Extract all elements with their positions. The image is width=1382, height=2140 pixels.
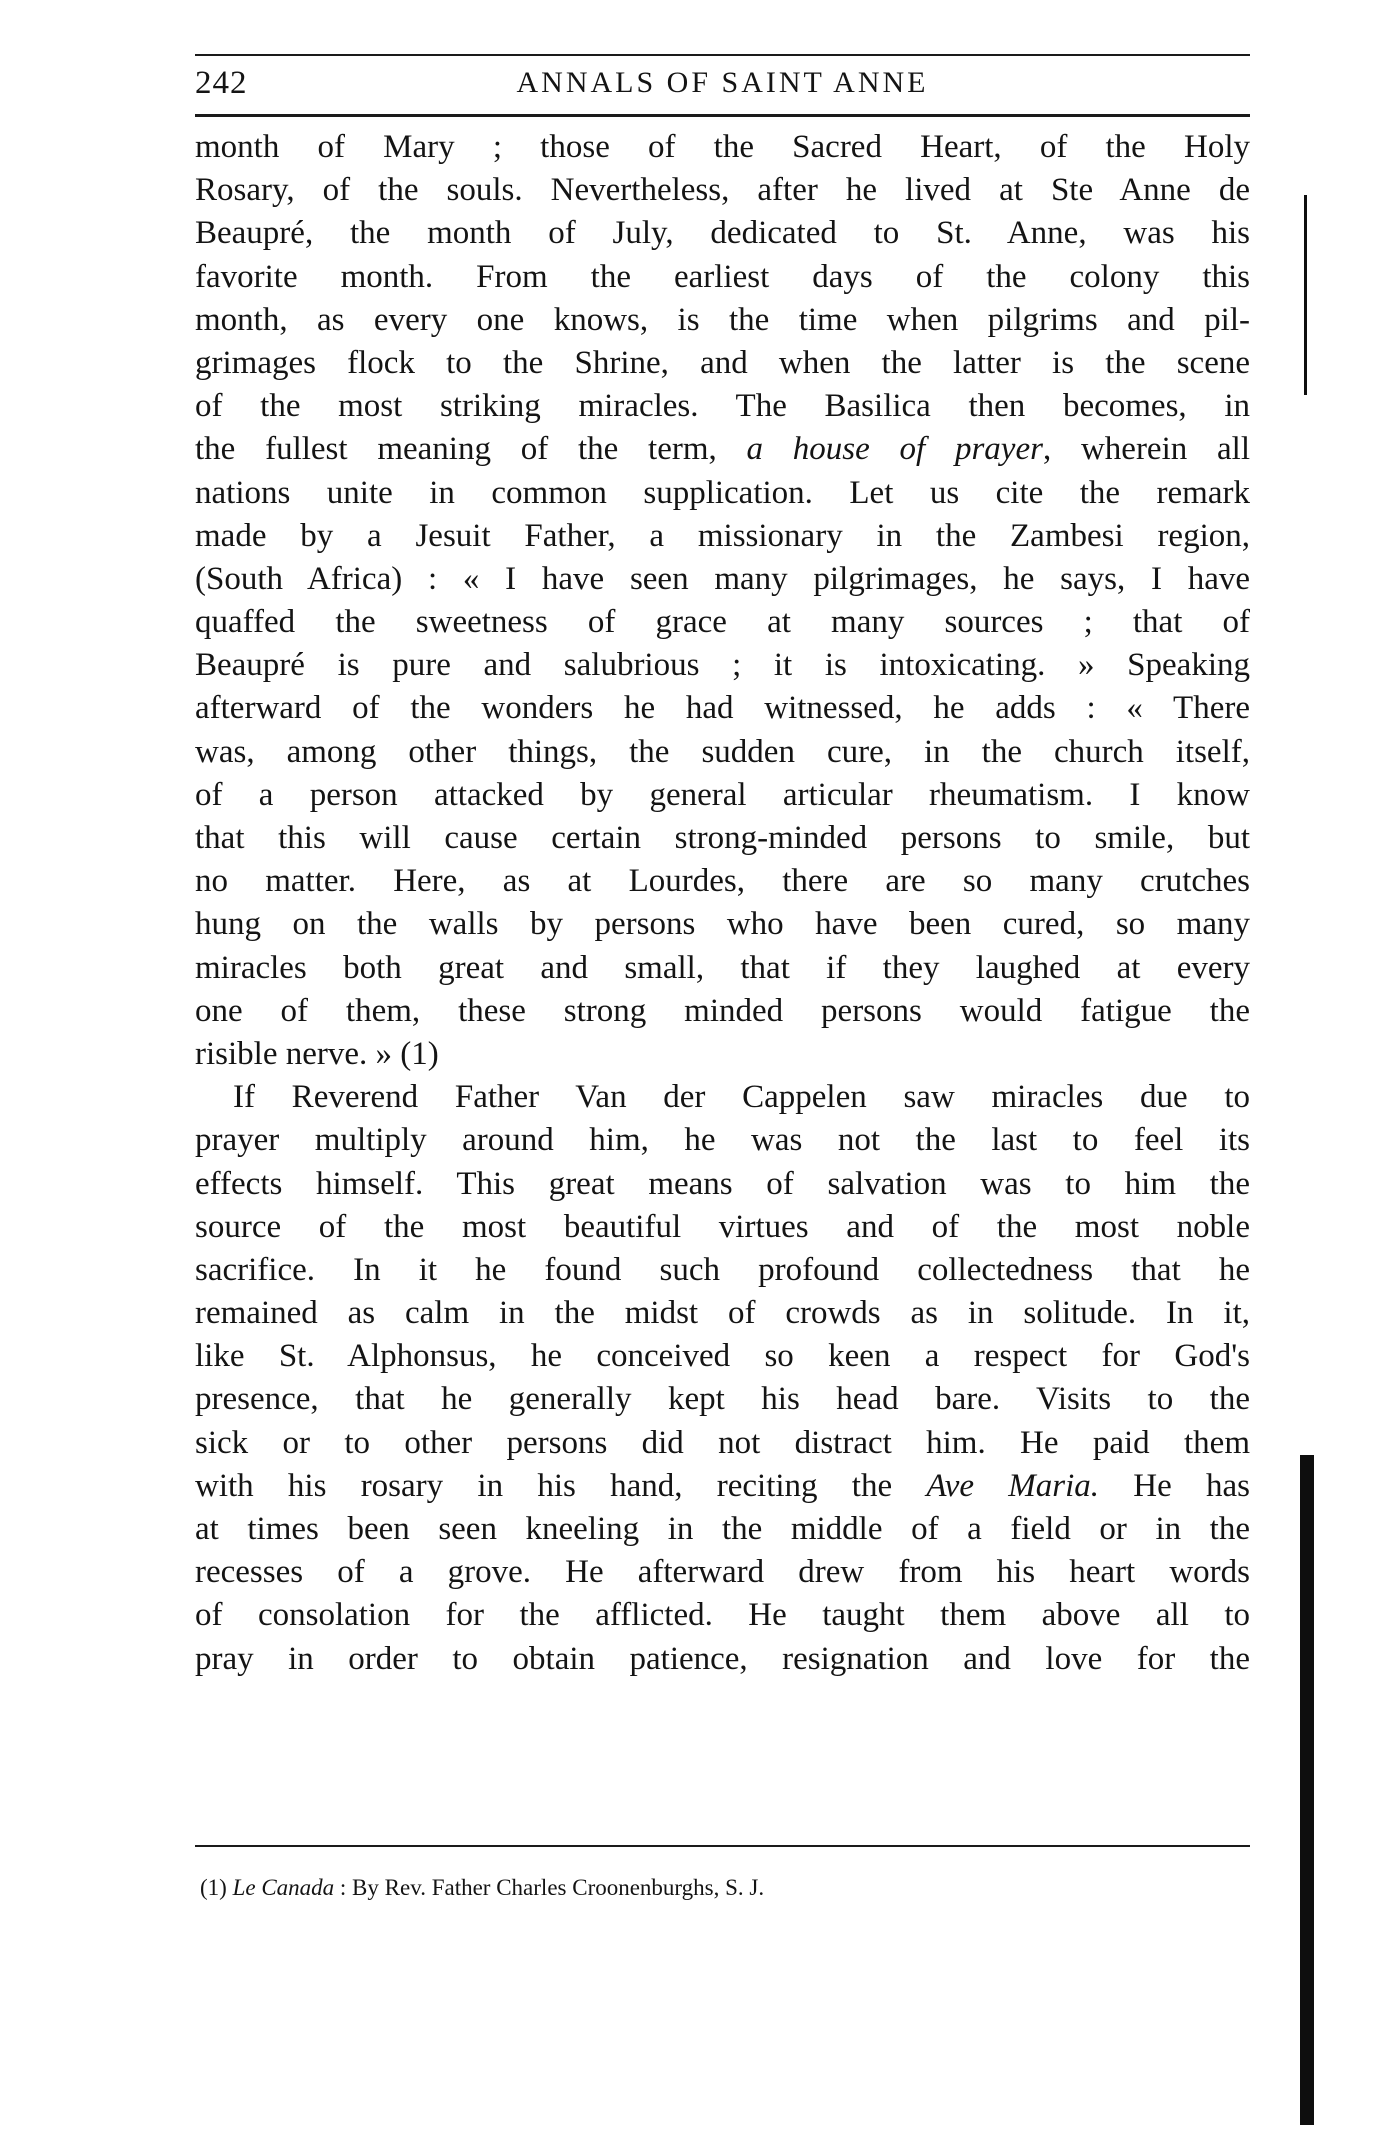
text-fragment: , wherein all xyxy=(1042,431,1250,468)
text-line: was, among other things, the sudden cure, in the church itself, xyxy=(195,733,1250,770)
footnote-marker: (1) xyxy=(200,1875,227,1900)
text-line: Beaupré is pure and salubrious ; it is intoxicating. » Speaking xyxy=(195,647,1250,684)
text-line: presence, that he generally kept his head bare. Visits to the xyxy=(195,1381,1250,1418)
text-line: month of Mary ; those of the Sacred Heart, of the Holy xyxy=(195,129,1250,165)
text-line-with-italic xyxy=(195,1465,1250,1508)
text-line: afterward of the wonders he had witnessed, he adds : « There xyxy=(195,690,1250,727)
page-number: 242 xyxy=(195,65,248,101)
text-line: hung on the walls by persons who have been cured, so many xyxy=(195,906,1250,943)
text-line: miracles both great and small, that if they laughed at every xyxy=(195,949,1250,986)
text-line: like St. Alphonsus, he conceived so keen a respect for God's xyxy=(195,1338,1250,1375)
footnote-rule xyxy=(195,1845,1250,1847)
text-line: of the most striking miracles. The Basilica then becomes, in xyxy=(195,388,1250,425)
text-line: no matter. Here, as at Lourdes, there are so many crutches xyxy=(195,863,1250,900)
text-fragment: He has xyxy=(1099,1467,1250,1504)
text-line: prayer multiply around him, he was not the last to feel its xyxy=(195,1122,1250,1159)
footnote-text: : By Rev. Father Charles Croonenburghs, S. J. xyxy=(334,1875,765,1900)
text-line: month, as every one knows, is the time when pilgrims and pil- xyxy=(195,301,1250,338)
text-line: (South Africa) : « I have seen many pilgrimages, he says, I have xyxy=(195,560,1250,597)
footnote-title: Le Canada xyxy=(232,1875,335,1900)
page-header xyxy=(195,60,1250,106)
text-line: sacrifice. In it he found such profound collectedness that he xyxy=(195,1251,1250,1288)
text-line: that this will cause certain strong-minded persons to smile, but xyxy=(195,820,1250,856)
text-line: of a person attacked by general articular rheumatism. I know xyxy=(195,776,1250,813)
text-fragment: the fullest meaning of the term, xyxy=(195,431,717,468)
text-line: pray in order to obtain patience, resignation and love for the xyxy=(195,1640,1250,1677)
scan-edge-bar xyxy=(1300,1455,1314,2125)
paragraph-start-line: If Reverend Father Van der Cappelen saw miracles due to xyxy=(233,1079,1250,1116)
text-line: recesses of a grove. He afterward drew from his heart words xyxy=(195,1554,1250,1591)
text-line: sick or to other persons did not distract him. He paid them xyxy=(195,1424,1250,1461)
text-line: effects himself. This great means of salvation was to him the xyxy=(195,1165,1250,1202)
text-line: at times been seen kneeling in the middle of a field or in the xyxy=(195,1511,1250,1547)
text-line: one of them, these strong minded persons would fatigue the xyxy=(195,992,1250,1029)
text-line: grimages flock to the Shrine, and when the latter is the scene xyxy=(195,344,1250,381)
text-fragment: with his rosary in his hand, reciting the xyxy=(195,1467,893,1504)
text-line-with-italic xyxy=(195,428,1250,471)
text-line: made by a Jesuit Father, a missionary in the Zambesi region, xyxy=(195,517,1250,554)
running-title: ANNALS OF SAINT ANNE xyxy=(516,66,929,99)
footnote xyxy=(200,1870,1240,1906)
top-rule xyxy=(195,54,1250,56)
header-rule xyxy=(195,114,1250,117)
text-line: remained as calm in the midst of crowds as in solitude. In it, xyxy=(195,1295,1250,1332)
text-line: Rosary, of the souls. Nevertheless, after he lived at Ste Anne de xyxy=(195,172,1250,209)
italic-phrase: a house of prayer xyxy=(746,431,1043,468)
text-line: of consolation for the afflicted. He taught them above all to xyxy=(195,1597,1250,1634)
text-line: favorite month. From the earliest days of the colony this xyxy=(195,258,1250,295)
body-text xyxy=(195,126,1250,1681)
text-line: quaffed the sweetness of grace at many sources ; that of xyxy=(195,604,1250,641)
italic-phrase: Ave Maria. xyxy=(926,1467,1100,1504)
text-line: nations unite in common supplication. Let us cite the remark xyxy=(195,474,1250,511)
text-line: source of the most beautiful virtues and of the most noble xyxy=(195,1208,1250,1245)
paragraph-end-line: risible nerve. » (1) xyxy=(195,1035,439,1072)
scan-edge-line xyxy=(1304,195,1307,395)
text-line: Beaupré, the month of July, dedicated to St. Anne, was his xyxy=(195,215,1250,252)
